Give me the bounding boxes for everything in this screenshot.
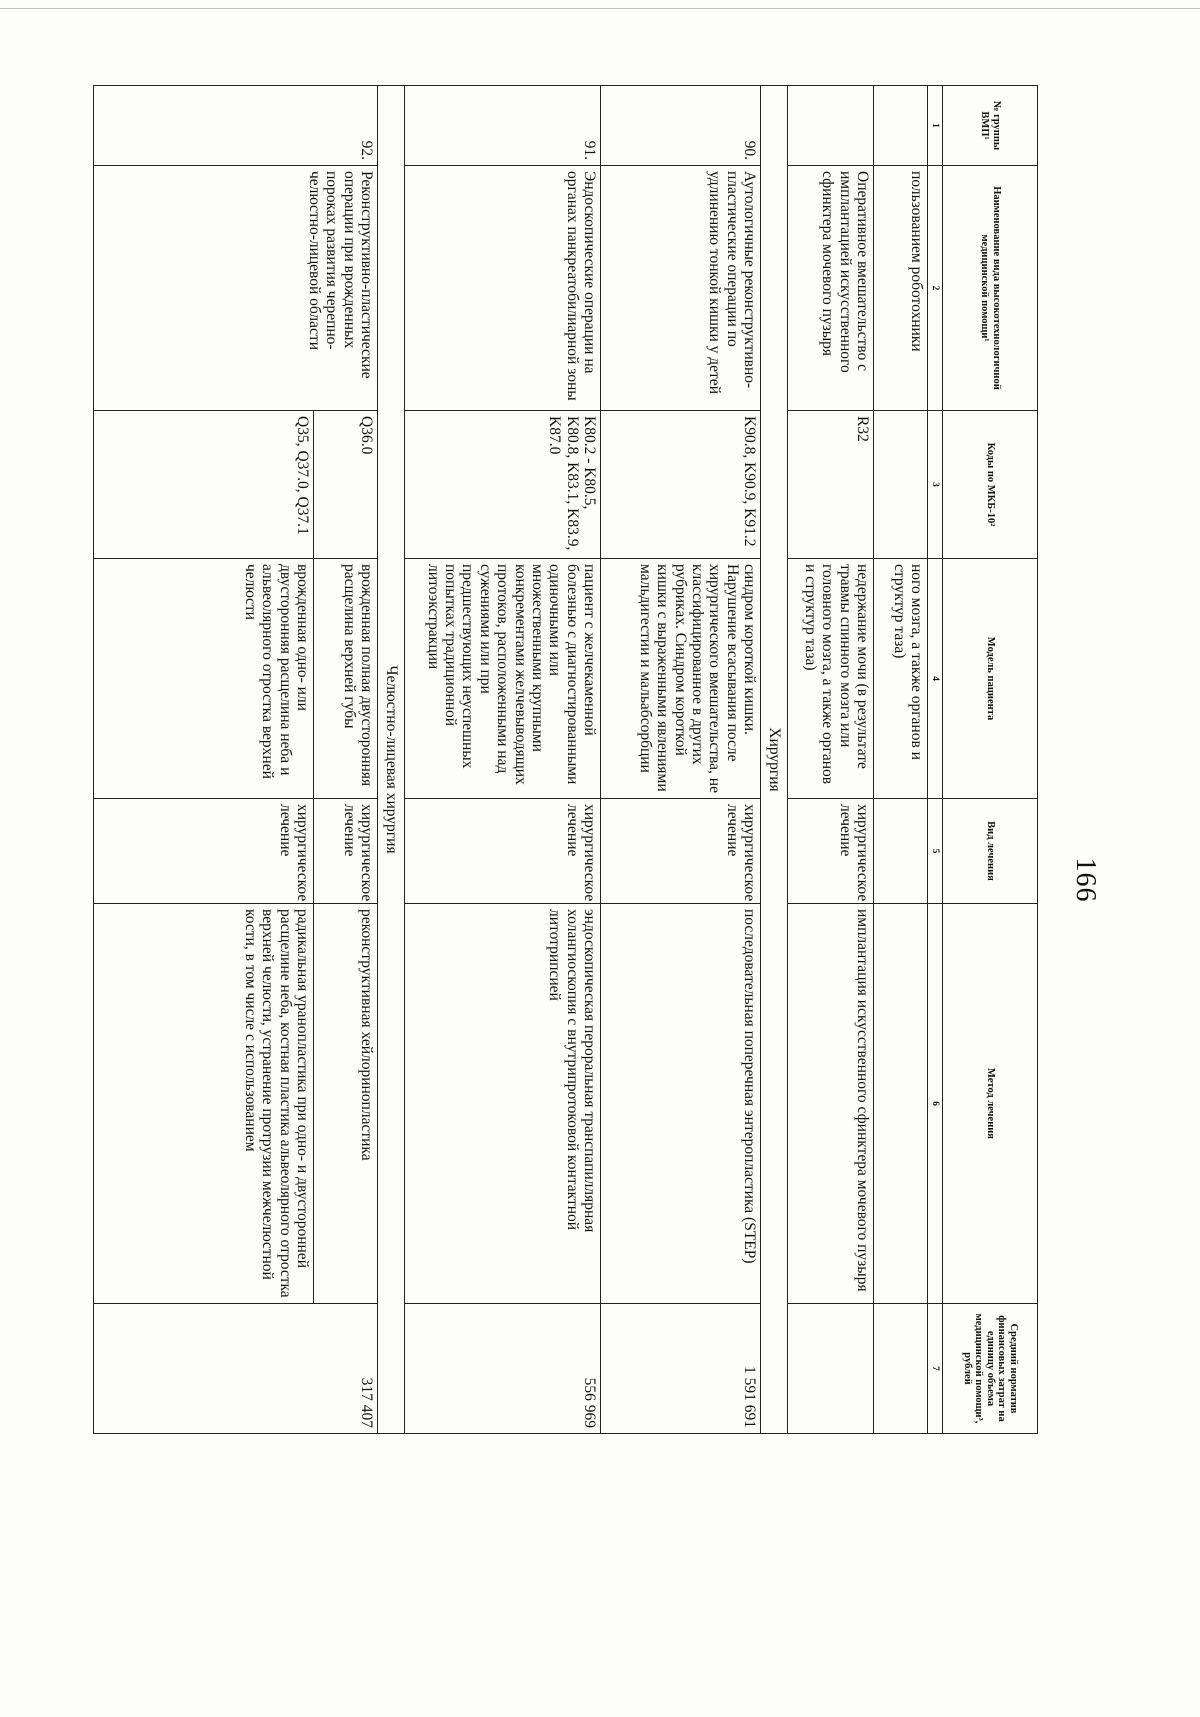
cell-cost: 556 969 — [405, 1304, 601, 1434]
cell-name: Аутологичные реконструктивно-пластические операции по удлинению тонкой кишки у детей — [601, 166, 761, 411]
cell-group: 91. — [405, 86, 601, 166]
cell-cost — [788, 1304, 874, 1434]
cell-name: Эндоскопические операции на органах панкреатобилиарной зоны — [405, 166, 601, 411]
cell-treatment: хирургическое лечение — [405, 799, 601, 904]
cell-group: 90. — [601, 86, 761, 166]
cell-treatment: хирургическое лечение — [601, 799, 761, 904]
table-row — [405, 86, 601, 1434]
cell-name: Реконструктивно-пластические операции при врожденных пороках развития черепно-челюстно-лицевой области — [94, 166, 378, 411]
cell-method: имплантация искусственного сфинктера мочевого пузыря — [788, 904, 874, 1304]
column-number: 1 — [928, 86, 943, 166]
cell-codes: R32 — [788, 411, 874, 559]
header-method: Метод лечения — [943, 904, 1038, 1304]
cell-name: Оперативное вмешательство с имплантацией искусственного сфинктера мочевого пузыря — [788, 166, 874, 411]
cell-model: врожденная полная двусторонняя расщелина верхней губы — [314, 559, 378, 799]
header-name: Наименование вида высокотехнологичной медицинской помощи¹ — [943, 166, 1038, 411]
cell-group — [874, 86, 928, 166]
column-number: 2 — [928, 166, 943, 411]
header-codes: Коды по МКБ-10² — [943, 411, 1038, 559]
column-number-row — [928, 86, 943, 1434]
cell-treatment: хирургическое лечение — [788, 799, 874, 904]
cell-codes: K80.2 - K80.5, K80.8, K83.1, K83.9, K87.0 — [405, 411, 601, 559]
cell-method: радикальная уранопластика при одно- и двусторонней расщелине неба, костная пластика альвеолярного отростка верхней челюсти, устранение протрузии межчелюстной кости, в том числе с использованием — [94, 904, 314, 1304]
cell-model: врожденная одно- или двусторонняя расщелина неба и альвеолярного отростка верхней челюсти — [94, 559, 314, 799]
cell-model: пациент с желчекаменной болезнью с диагностированными одиночными или множественными крупными конкрементами желчевыводящих протоков, расположенными над сужениями или при предшествующих неуспешных попытках традиционной литоэкстракции — [405, 559, 601, 799]
scan-edge-line — [0, 8, 1200, 9]
rotated-table-wrapper — [93, 85, 1038, 1433]
cell-group: 92. — [94, 86, 378, 166]
cell-group — [788, 86, 874, 166]
cell-model: ного мозга, а также органов и структур таза) — [874, 559, 928, 799]
cell-model: синдром короткой кишки. Нарушение всасывания после хирургического вмешательства, не классифицированное в других рубриках. Синдром короткой кишки с выраженными явлениями мальдигестии и мальабсорбции — [601, 559, 761, 799]
section-title-maxillofacial: Челюстно-лицевая хирургия — [378, 86, 405, 1434]
table-row — [874, 86, 928, 1434]
header-row — [943, 86, 1038, 1434]
page-number: 166 — [1070, 857, 1101, 903]
cell-codes: K90.8, K90.9, K91.2 — [601, 411, 761, 559]
column-number: 3 — [928, 411, 943, 559]
cell-cost — [874, 1304, 928, 1434]
cell-cost: 1 591 691 — [601, 1304, 761, 1434]
header-group: № группы ВМП¹ — [943, 86, 1038, 166]
table-row — [601, 86, 761, 1434]
section-title-surgery: Хирургия — [761, 86, 788, 1434]
cell-cost: 317 407 — [94, 1304, 378, 1434]
column-number: 6 — [928, 904, 943, 1304]
cell-method — [874, 904, 928, 1304]
cell-codes: Q36.0 — [314, 411, 378, 559]
cell-name: пользованием роботохники — [874, 166, 928, 411]
cell-treatment: хирургическое лечение — [314, 799, 378, 904]
column-number: 5 — [928, 799, 943, 904]
cell-treatment: хирургическое лечение — [94, 799, 314, 904]
cell-codes — [874, 411, 928, 559]
cell-method: последовательная поперечная энтеропластика (STEP) — [601, 904, 761, 1304]
header-treatment: Вид лечения — [943, 799, 1038, 904]
cell-method: реконструктивная хейлоринопластика — [314, 904, 378, 1304]
section-row — [378, 86, 405, 1434]
header-cost: Средний норматив финансовых затрат на единицу объема медицинской помощи³, рублей — [943, 1304, 1038, 1434]
cell-treatment — [874, 799, 928, 904]
column-number: 7 — [928, 1304, 943, 1434]
table-row — [314, 86, 378, 1434]
medical-care-table — [93, 85, 1038, 1434]
cell-method: эндоскопическая перорaльная транспапиллярная холангиоскопия с внутрипротоковой контактной литотрипсией — [405, 904, 601, 1304]
column-number: 4 — [928, 559, 943, 799]
table-row — [788, 86, 874, 1434]
cell-codes: Q35, Q37.0, Q37.1 — [94, 411, 314, 559]
section-row — [761, 86, 788, 1434]
header-model: Модель пациента — [943, 559, 1038, 799]
cell-model: недержание мочи (в результате травмы спинного мозга или головного мозга, а также органов и структур таза) — [788, 559, 874, 799]
